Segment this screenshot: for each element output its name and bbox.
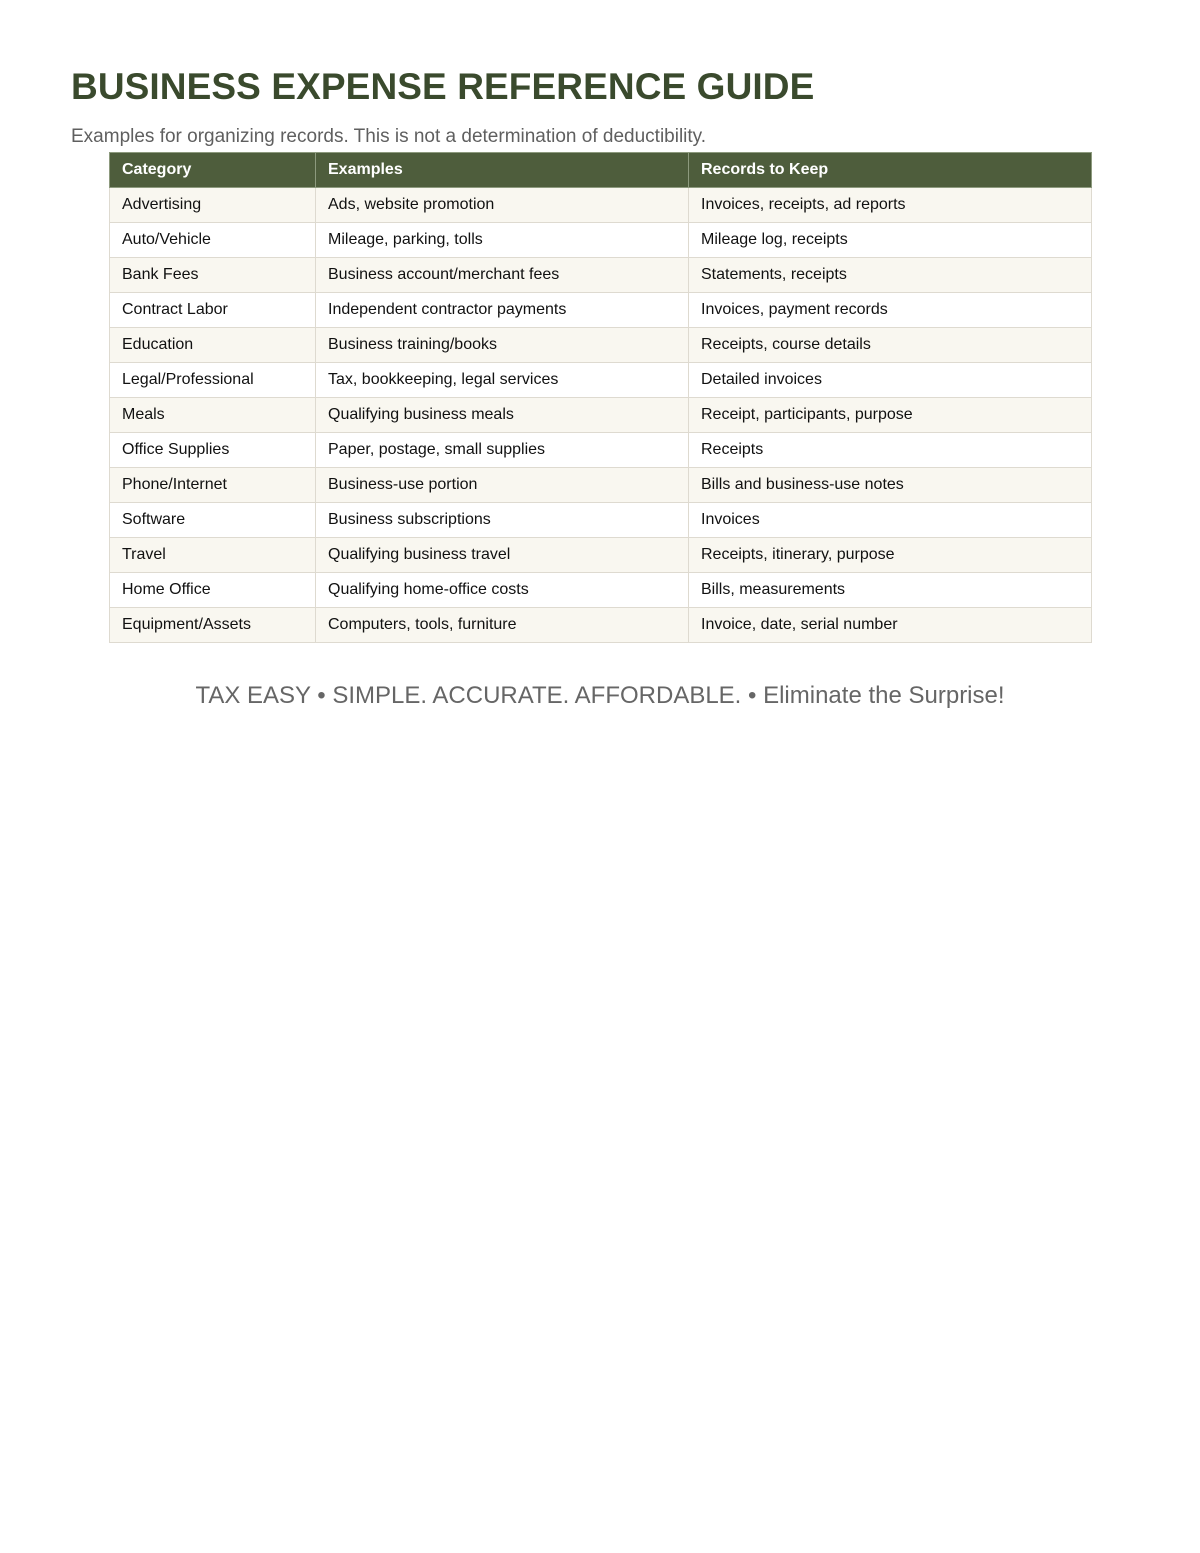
cell-examples: Independent contractor payments [316,293,689,328]
page-title: BUSINESS EXPENSE REFERENCE GUIDE [71,66,815,107]
header-category: Category [110,153,316,188]
cell-category: Software [110,503,316,538]
cell-records: Invoices, receipts, ad reports [689,188,1092,223]
cell-records: Bills and business-use notes [689,468,1092,503]
cell-category: Legal/Professional [110,363,316,398]
table-row [110,538,1092,573]
cell-records: Invoices [689,503,1092,538]
cell-examples: Business account/merchant fees [316,258,689,293]
cell-records: Receipts, itinerary, purpose [689,538,1092,573]
expense-table [109,152,1092,643]
cell-category: Education [110,328,316,363]
cell-records: Receipt, participants, purpose [689,398,1092,433]
cell-category: Travel [110,538,316,573]
table-row [110,258,1092,293]
table-row [110,328,1092,363]
table-row [110,363,1092,398]
table-row [110,503,1092,538]
table-row [110,468,1092,503]
table-header [110,153,1092,188]
cell-records: Invoice, date, serial number [689,608,1092,643]
cell-examples: Computers, tools, furniture [316,608,689,643]
header-records: Records to Keep [689,153,1092,188]
cell-examples: Paper, postage, small supplies [316,433,689,468]
cell-examples: Qualifying business meals [316,398,689,433]
table-row [110,188,1092,223]
footer-tagline: TAX EASY • SIMPLE. ACCURATE. AFFORDABLE. • Eliminate the Surprise! [195,682,1005,709]
cell-category: Advertising [110,188,316,223]
header-row [110,153,1092,188]
cell-examples: Qualifying home-office costs [316,573,689,608]
header-examples: Examples [316,153,689,188]
cell-records: Mileage log, receipts [689,223,1092,258]
table-body [110,188,1092,643]
cell-records: Receipts, course details [689,328,1092,363]
cell-category: Bank Fees [110,258,316,293]
cell-records: Detailed invoices [689,363,1092,398]
cell-category: Phone/Internet [110,468,316,503]
cell-category: Home Office [110,573,316,608]
cell-records: Statements, receipts [689,258,1092,293]
page-subtitle: Examples for organizing records. This is not a determination of deductibility. [71,126,707,147]
cell-category: Office Supplies [110,433,316,468]
cell-category: Auto/Vehicle [110,223,316,258]
cell-examples: Tax, bookkeeping, legal services [316,363,689,398]
cell-records: Receipts [689,433,1092,468]
cell-category: Equipment/Assets [110,608,316,643]
table-row [110,608,1092,643]
cell-examples: Qualifying business travel [316,538,689,573]
table-row [110,398,1092,433]
table-row [110,573,1092,608]
table-row [110,223,1092,258]
cell-records: Invoices, payment records [689,293,1092,328]
cell-examples: Business training/books [316,328,689,363]
cell-examples: Business-use portion [316,468,689,503]
table-row [110,293,1092,328]
table-row [110,433,1092,468]
cell-category: Meals [110,398,316,433]
cell-examples: Business subscriptions [316,503,689,538]
cell-examples: Mileage, parking, tolls [316,223,689,258]
cell-category: Contract Labor [110,293,316,328]
cell-examples: Ads, website promotion [316,188,689,223]
cell-records: Bills, measurements [689,573,1092,608]
